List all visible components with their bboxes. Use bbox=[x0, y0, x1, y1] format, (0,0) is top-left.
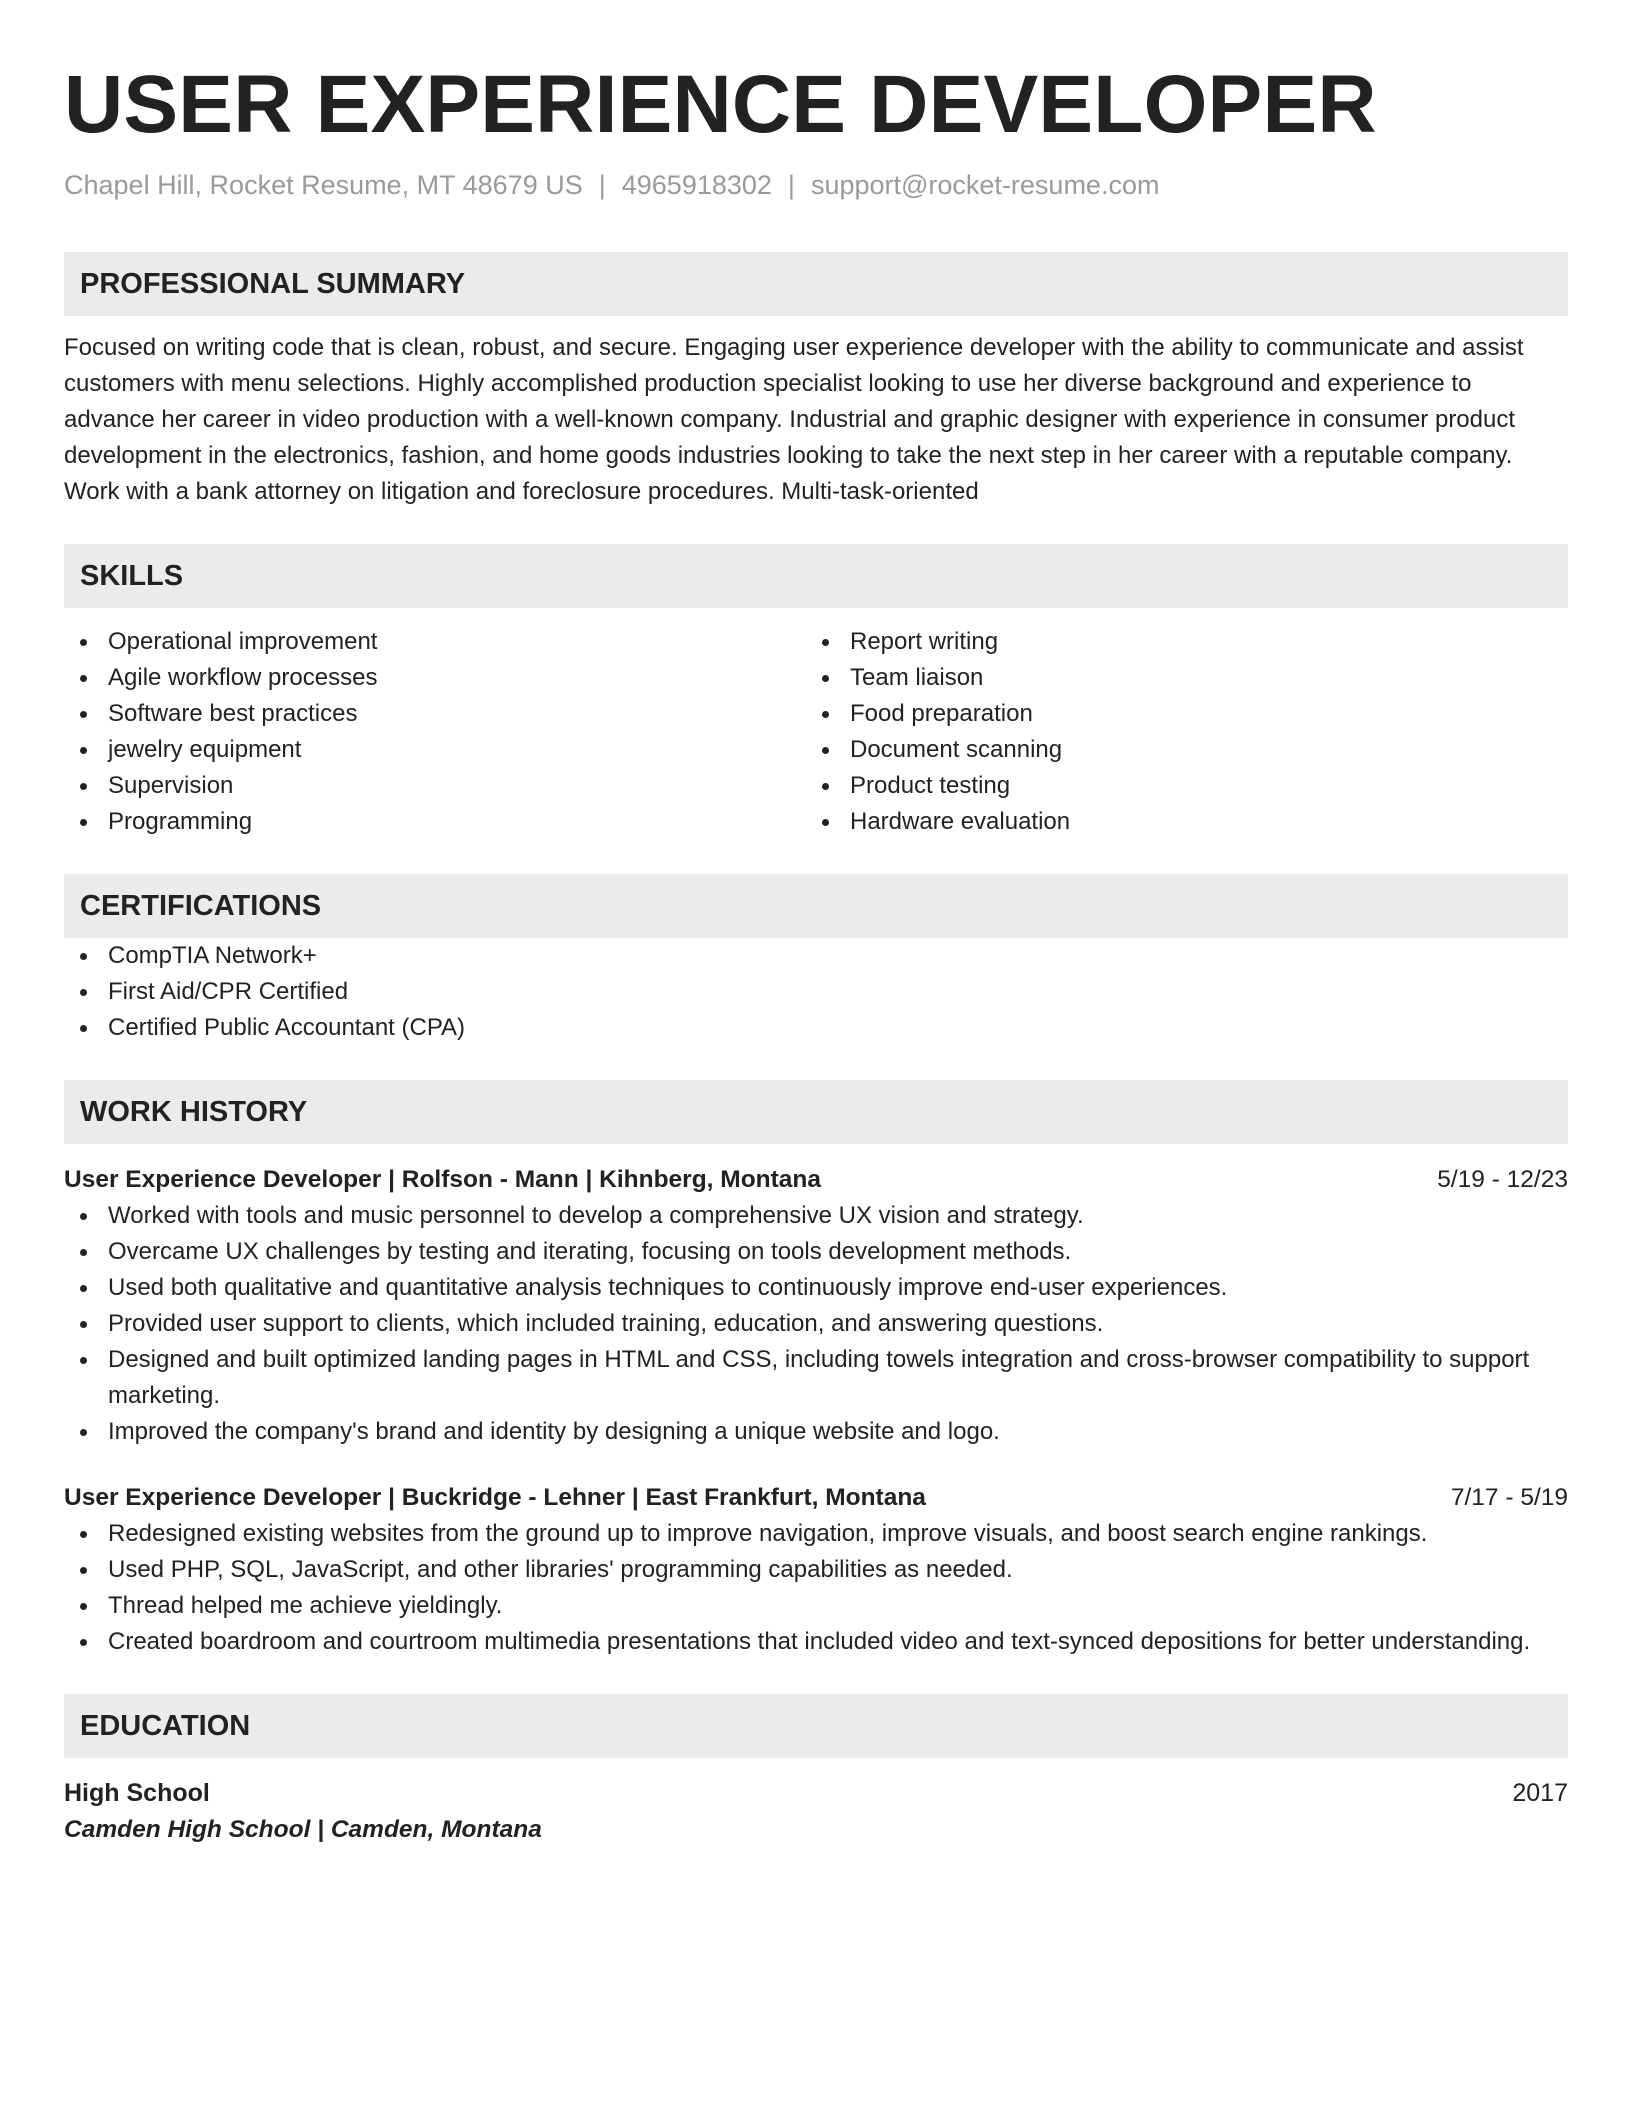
contact-address: Chapel Hill, Rocket Resume, MT 48679 US bbox=[64, 170, 583, 200]
job-bullet: Used both qualitative and quantitative analysis techniques to continuously improve end-user experiences. bbox=[64, 1270, 1568, 1306]
education-heading: EDUCATION bbox=[64, 1694, 1568, 1758]
skill-item: Report writing bbox=[806, 624, 1548, 660]
contact-separator: | bbox=[598, 170, 606, 200]
contact-line bbox=[64, 168, 1568, 202]
contact-email: support@rocket-resume.com bbox=[810, 170, 1160, 200]
education-school: Camden High School | Camden, Montana bbox=[64, 1816, 542, 1843]
certification-item: First Aid/CPR Certified bbox=[64, 974, 1568, 1010]
skill-item: Operational improvement bbox=[64, 624, 806, 660]
skill-item: Hardware evaluation bbox=[806, 804, 1548, 840]
job-bullet: Provided user support to clients, which included training, education, and answering questions. bbox=[64, 1306, 1568, 1342]
job-entry bbox=[64, 1480, 1568, 1660]
job-header bbox=[64, 1480, 1568, 1516]
job-bullet: Overcame UX challenges by testing and iterating, focusing on tools development methods. bbox=[64, 1234, 1568, 1270]
job-bullet: Created boardroom and courtroom multimedia presentations that included video and text-synced depositions for better understanding. bbox=[64, 1624, 1568, 1660]
certifications-list bbox=[64, 938, 1568, 1046]
education-entry bbox=[64, 1774, 1568, 1848]
contact-phone: 4965918302 bbox=[621, 170, 772, 200]
skills-grid bbox=[64, 624, 1568, 840]
job-bullet: Improved the company's brand and identity by designing a unique website and logo. bbox=[64, 1414, 1568, 1450]
job-header bbox=[64, 1162, 1568, 1198]
skill-item: Food preparation bbox=[806, 696, 1548, 732]
job-bullet: Thread helped me achieve yieldingly. bbox=[64, 1588, 1568, 1624]
skill-item: Agile workflow processes bbox=[64, 660, 806, 696]
skills-list-left bbox=[64, 624, 806, 840]
education-header bbox=[64, 1774, 1568, 1812]
job-title: User Experience Developer | Rolfson - Mann | Kihnberg, Montana bbox=[64, 1166, 822, 1193]
skills-column-right bbox=[806, 624, 1548, 840]
skill-item: jewelry equipment bbox=[64, 732, 806, 768]
job-bullet: Used PHP, SQL, JavaScript, and other libraries' programming capabilities as needed. bbox=[64, 1552, 1568, 1588]
job-bullet: Designed and built optimized landing pages in HTML and CSS, including towels integration and cross-browser compatibility to support marketing. bbox=[64, 1342, 1568, 1414]
certifications-heading: CERTIFICATIONS bbox=[64, 874, 1568, 938]
job-bullet-list bbox=[64, 1516, 1568, 1660]
job-entry bbox=[64, 1162, 1568, 1450]
certification-item: Certified Public Accountant (CPA) bbox=[64, 1010, 1568, 1046]
job-bullet: Worked with tools and music personnel to develop a comprehensive UX vision and strategy. bbox=[64, 1198, 1568, 1234]
certification-item: CompTIA Network+ bbox=[64, 938, 1568, 974]
job-title: User Experience Developer | Buckridge - Lehner | East Frankfurt, Montana bbox=[64, 1484, 926, 1511]
skills-heading: SKILLS bbox=[64, 544, 1568, 608]
job-bullet-list bbox=[64, 1198, 1568, 1450]
job-bullet: Redesigned existing websites from the ground up to improve navigation, improve visuals, and boost search engine rankings. bbox=[64, 1516, 1568, 1552]
job-dates: 7/17 - 5/19 bbox=[1450, 1484, 1568, 1511]
skill-item: Product testing bbox=[806, 768, 1548, 804]
skill-item: Document scanning bbox=[806, 732, 1548, 768]
candidate-name: USER EXPERIENCE DEVELOPER bbox=[64, 59, 1377, 150]
skill-item: Software best practices bbox=[64, 696, 806, 732]
skill-item: Programming bbox=[64, 804, 806, 840]
education-degree: High School bbox=[64, 1779, 210, 1807]
resume-page bbox=[64, 58, 1568, 1848]
skills-column-left bbox=[64, 624, 806, 840]
skill-item: Supervision bbox=[64, 768, 806, 804]
job-dates: 5/19 - 12/23 bbox=[1437, 1166, 1568, 1193]
skill-item: Team liaison bbox=[806, 660, 1548, 696]
summary-heading: PROFESSIONAL SUMMARY bbox=[64, 252, 1568, 316]
education-year: 2017 bbox=[1512, 1779, 1568, 1807]
summary-text: Focused on writing code that is clean, robust, and secure. Engaging user experience developer with the ability to communicate and assist customers with menu selections. Highly accomplished production specialist looking to use her diverse background and experience to advance her career in video production with a well-known company. Industrial and graphic designer with experience in consumer product development in the electronics, fashion, and home goods industries looking to take the next step in her career with a reputable company. Work with a bank attorney on litigation and foreclosure procedures. Multi-task-oriented bbox=[64, 334, 1524, 505]
skills-list-right bbox=[806, 624, 1548, 840]
contact-separator: | bbox=[787, 170, 795, 200]
work-history-heading: WORK HISTORY bbox=[64, 1080, 1568, 1144]
